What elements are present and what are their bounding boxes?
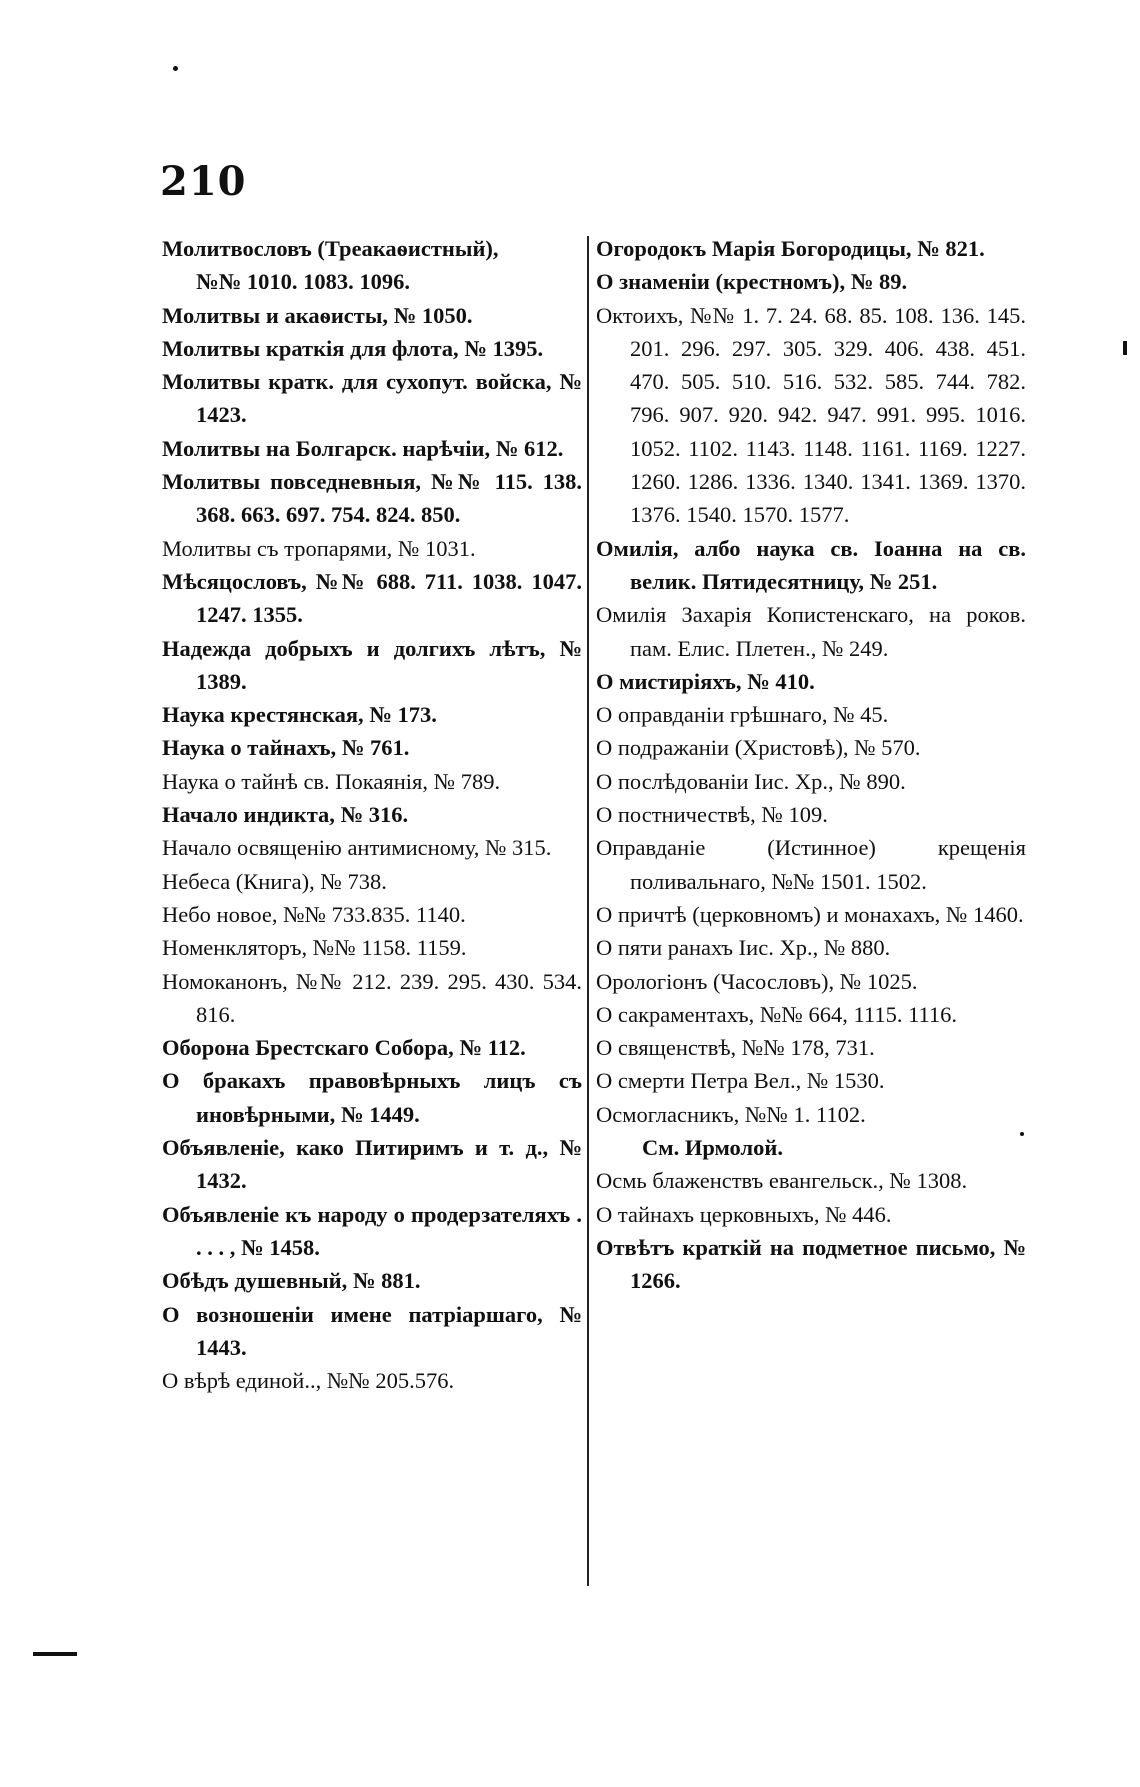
index-entry: Октоихъ, №№ 1. 7. 24. 68. 85. 108. 136. 145. 201. 296. 297. 305. 329. 406. 438. 451. 470. 505. 510. 516. 532. 585. 744. 782. 796. 907. 920. 942. 947. 991. 995. 1016. 1052. 1102. 1143. 1148. 1161. 1169. 1227. 1260. 1286. 1336. 1340. 1341. 1369. 1370. 1376. 1540. 1570. 1577. [596,302,1026,528]
index-entry: Молитвы кратк. для сухопут. войска, № 1423. [162,369,582,428]
index-entry: Объявленіе, како Питиримъ и т. д., № 1432. [162,1135,582,1194]
index-entry: О знаменіи (крестномъ), № 89. [596,269,908,295]
index-entry: О постничествѣ, № 109. [596,802,828,828]
index-entry: Молитвы на Болгарск. нарѣчіи, № 612. [162,435,564,461]
index-entry: Наука о тайнахъ, № 761. [162,735,410,761]
column-divider [587,236,589,1586]
index-entry: Молитвы краткія для флота, № 1395. [162,335,544,361]
page-number: 210 [160,158,247,205]
index-entry: Начало индикта, № 316. [162,802,409,828]
index-entry: Объявленіе къ народу о продерзателяхъ . . . . , № 1458. [162,1201,582,1260]
index-entry: Молитвы съ тропарями, № 1031. [162,535,476,561]
index-entry: Наука крестянская, № 173. [162,702,437,728]
left-column [162,232,582,1397]
scan-speck [173,66,178,71]
index-entry: О причтѣ (церковномъ) и монахахъ, № 1460. [596,901,1024,927]
index-entry: Огородокъ Марія Богородицы, № 821. [596,236,985,261]
index-entry: О мистиріяхъ, № 410. [596,668,815,694]
index-entry: Начало освященію антимисному, № 315. [162,835,552,861]
index-entry: Обѣдъ душевный, № 881. [162,1268,421,1294]
index-entry: Небеса (Книга), № 738. [162,868,387,894]
index-entry: Орологіонъ (Часословъ), № 1025. [596,968,918,994]
index-entry: Молитвы и акаѳисты, № 1050. [162,302,473,328]
cross-reference: См. Ирмолой. [642,1135,783,1161]
index-entry: Номоканонъ, №№ 212. 239. 295. 430. 534. 816. [162,968,582,1027]
index-entry: Номенкляторъ, №№ 1158. 1159. [162,935,467,961]
index-entry: Молитвы повседневныя, №№ 115. 138. 368. 663. 697. 754. 824. 850. [162,469,582,528]
index-entry: Осмь блаженствъ евангельск., № 1308. [596,1168,968,1194]
index-entry: О священствѣ, №№ 178, 731. [596,1035,875,1061]
index-entry: О послѣдованіи Іис. Хр., № 890. [596,768,906,794]
index-entry: О оправданіи грѣшнаго, № 45. [596,702,889,728]
index-entry: Отвѣтъ краткій на подметное письмо, № 1266. [596,1234,1026,1294]
index-entry: Надежда добрыхъ и долгихъ лѣтъ, № 1389. [162,635,582,694]
index-entry: О тайнахъ церковныхъ, № 446. [596,1201,892,1227]
index-entry: Наука о тайнѣ св. Покаянія, № 789. [162,768,501,794]
scan-mark [1123,341,1127,355]
index-entry: Молитвословъ (Треакаѳистный), №№ 1010. 1083. 1096. [162,236,499,295]
scan-dash [33,1652,77,1656]
index-entry: Омилія Захарія Копистенскаго, на роков. пам. Елис. Плетен., № 249. [596,602,1026,661]
index-entry: Омилія, албо наука св. Іоанна на св. велик. Пятидесятницу, № 251. [596,535,1026,594]
index-entry: О подражаніи (Христовѣ), № 570. [596,735,921,761]
index-entry: О бракахъ правовѣрныхъ лицъ съ иновѣрными, № 1449. [162,1068,582,1127]
index-entry: Небо новое, №№ 733.835. 1140. [162,901,466,927]
right-column [596,232,1026,1298]
index-entry: О смерти Петра Вел., № 1530. [596,1068,885,1094]
index-entry: О вѣрѣ единой.., №№ 205.576. [162,1368,455,1394]
index-entry: Осмогласникъ, №№ 1. 1102. [596,1101,866,1127]
index-entry: Оправданіе (Истинное) крещенія поливальнаго, №№ 1501. 1502. [596,835,1026,894]
index-entry: О сакраментахъ, №№ 664, 1115. 1116. [596,1001,958,1027]
index-entry: О пяти ранахъ Іис. Хр., № 880. [596,935,891,961]
index-entry: Мѣсяцословъ, №№ 688. 711. 1038. 1047. 1247. 1355. [162,568,582,628]
scan-speck [1020,1132,1024,1136]
index-entry: Оборона Брестскаго Собора, № 112. [162,1035,526,1061]
index-entry: О возношеніи имене патріаршаго, № 1443. [162,1301,582,1360]
